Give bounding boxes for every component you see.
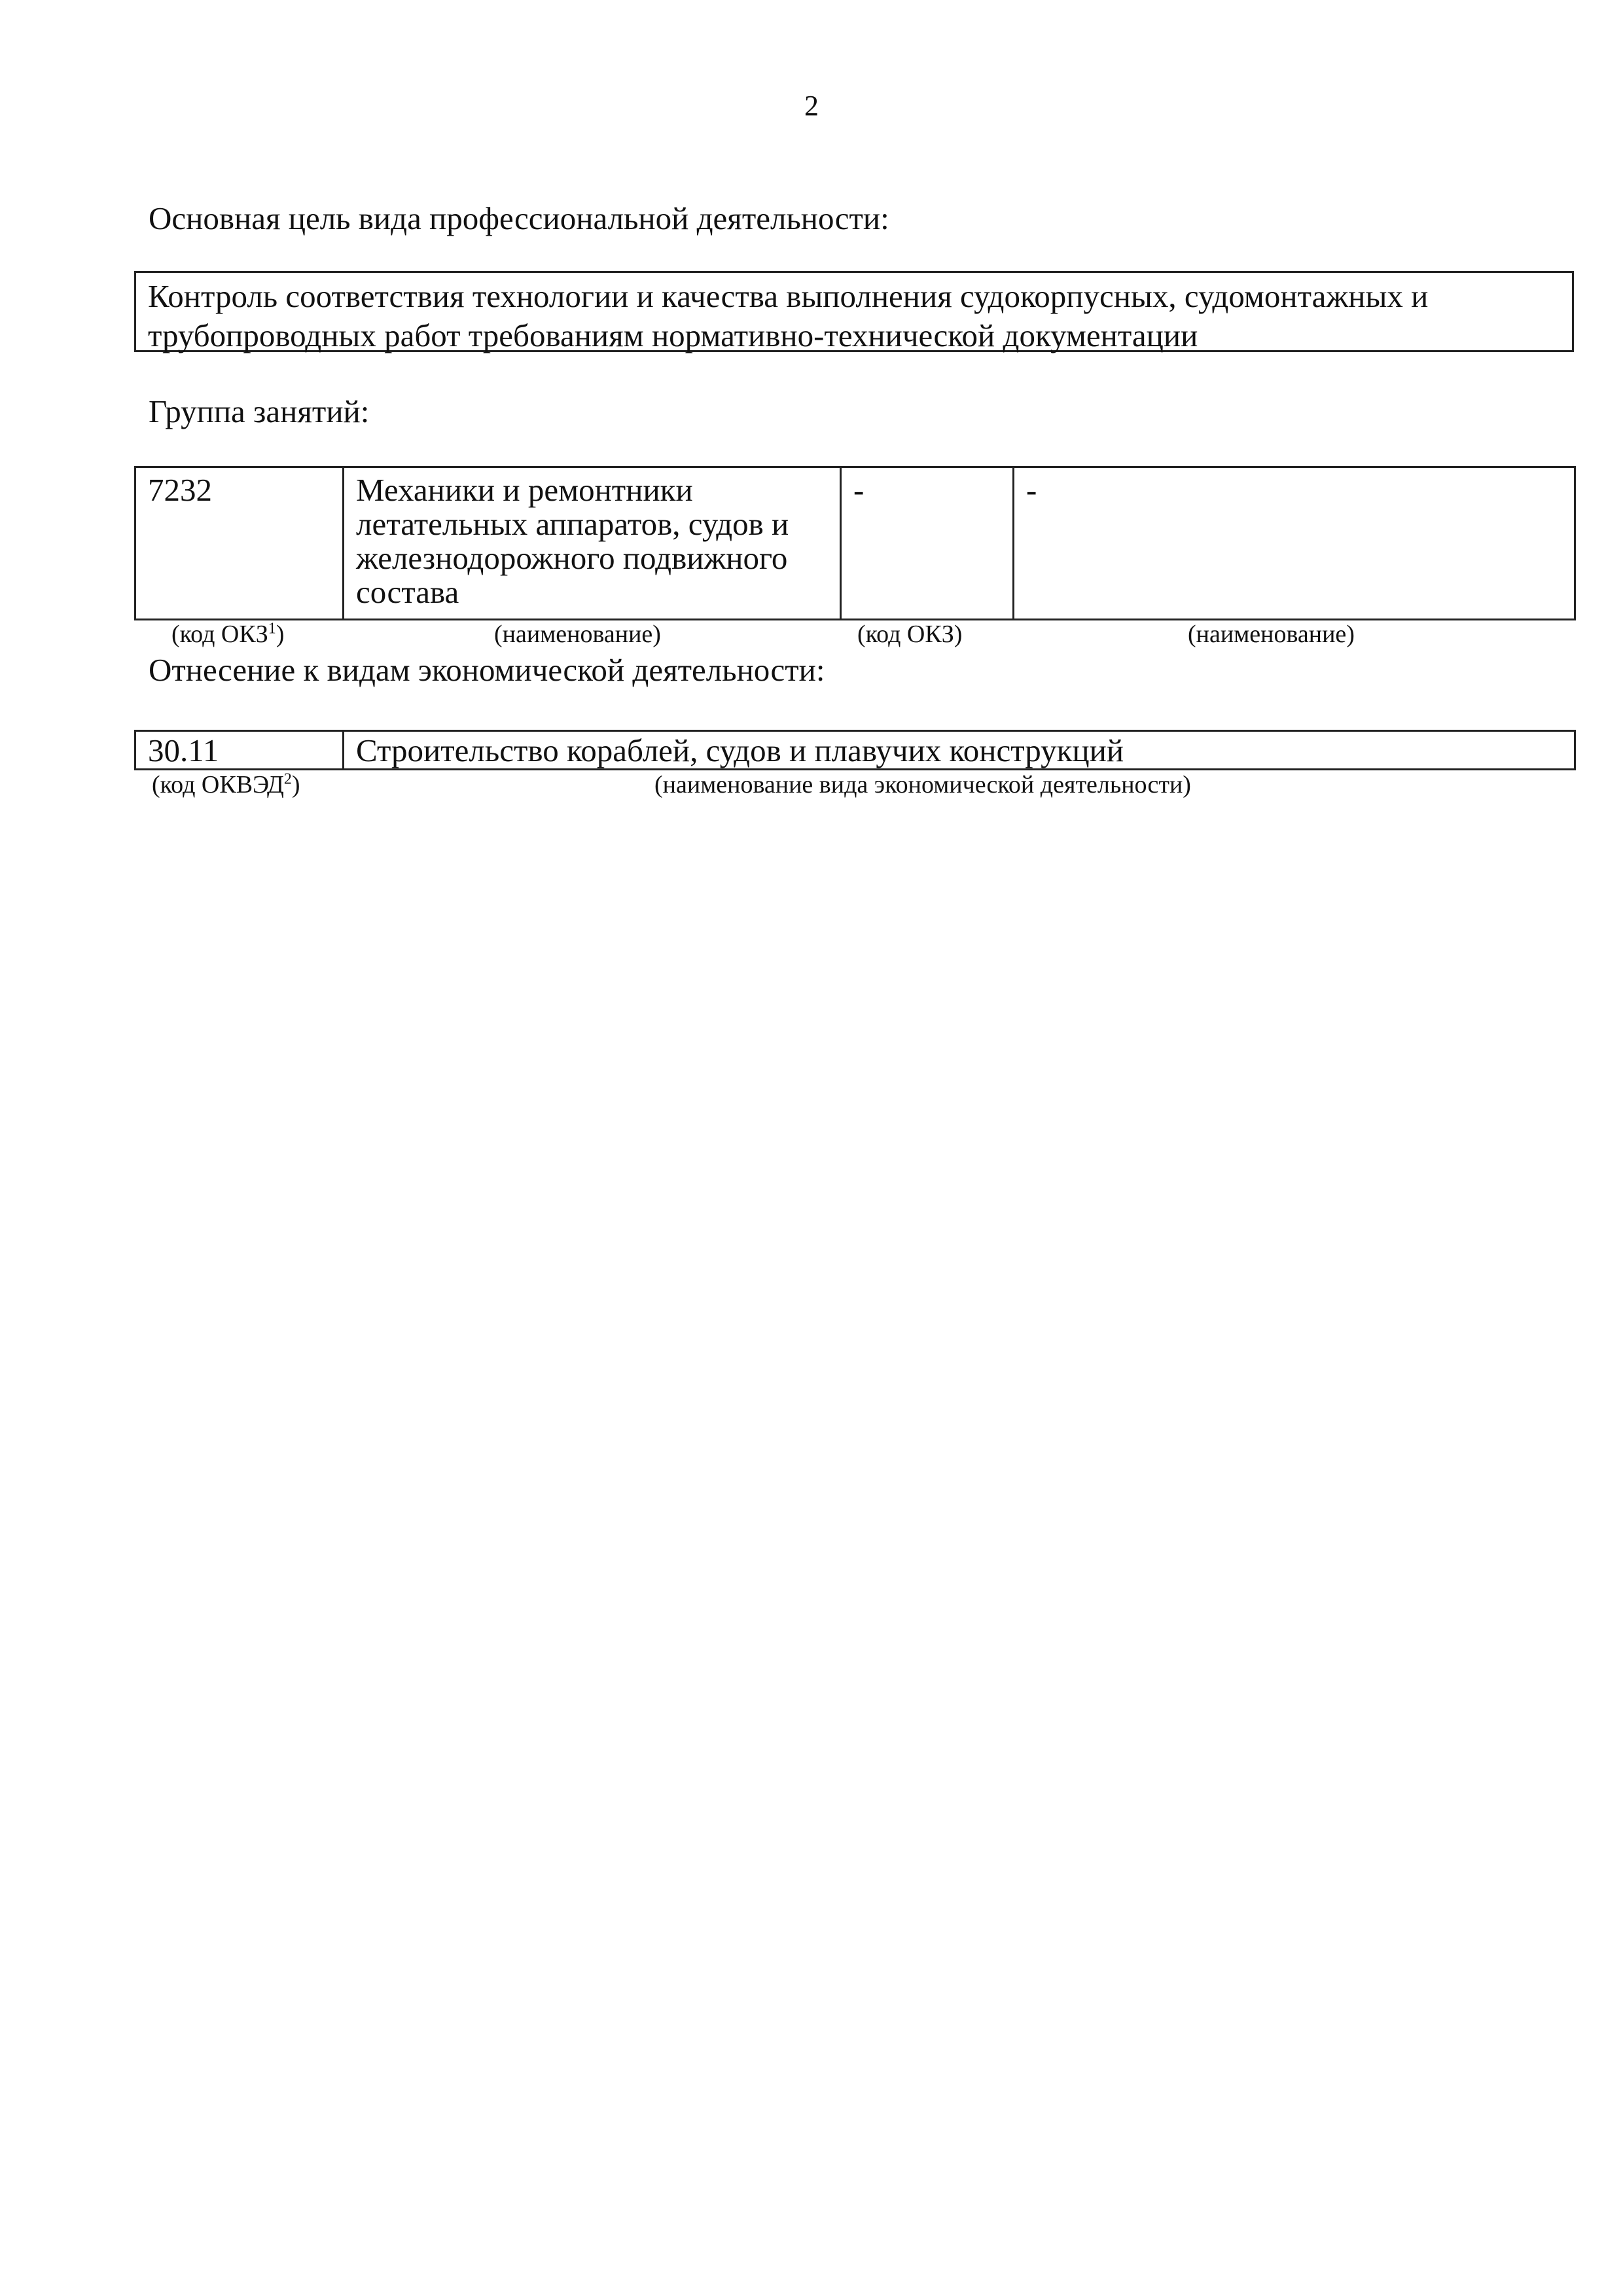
caption-okz-code: (код ОКЗ$^1$) [171,620,285,648]
purpose-line-2: трубопроводных работ требованиям нормативно-технической документации [148,317,1198,353]
okved-code-cell: 30.11 [135,731,344,770]
economic-activity-heading: Отнесение к видам экономической деятельности: [149,652,825,688]
occupation-group-heading: Группа занятий: [149,393,370,429]
okz-name-2-cell: - [1014,467,1575,620]
purpose-box [134,271,1574,352]
caption-okved-code: (код ОКВЭД$^2$) [152,770,300,798]
caption-okved-name: (наименование вида экономической деятельности) [654,771,1191,798]
caption-okz-name: (наименование) [494,620,661,648]
purpose-line-1: Контроль соответствия технологии и качества выполнения судокорпусных, судомонтажных и [148,278,1429,314]
table-row [135,467,1575,620]
table-row [135,731,1575,770]
okz-name-cell: Механики и ремонтники летательных аппаратов, судов и железнодорожного подвижного состава [344,467,841,620]
caption-okz-name-2: (наименование) [1188,620,1355,648]
caption-okz-code-2: (код ОКЗ) [857,620,963,648]
okved-name-cell: Строительство кораблей, судов и плавучих конструкций [344,731,1575,770]
okz-table [134,466,1576,620]
purpose-heading: Основная цель вида профессиональной деятельности: [149,200,889,236]
okz-code-cell: 7232 [135,467,344,620]
okved-table [134,730,1576,770]
okz-code-2-cell: - [841,467,1014,620]
page-number: 2 [804,90,819,122]
